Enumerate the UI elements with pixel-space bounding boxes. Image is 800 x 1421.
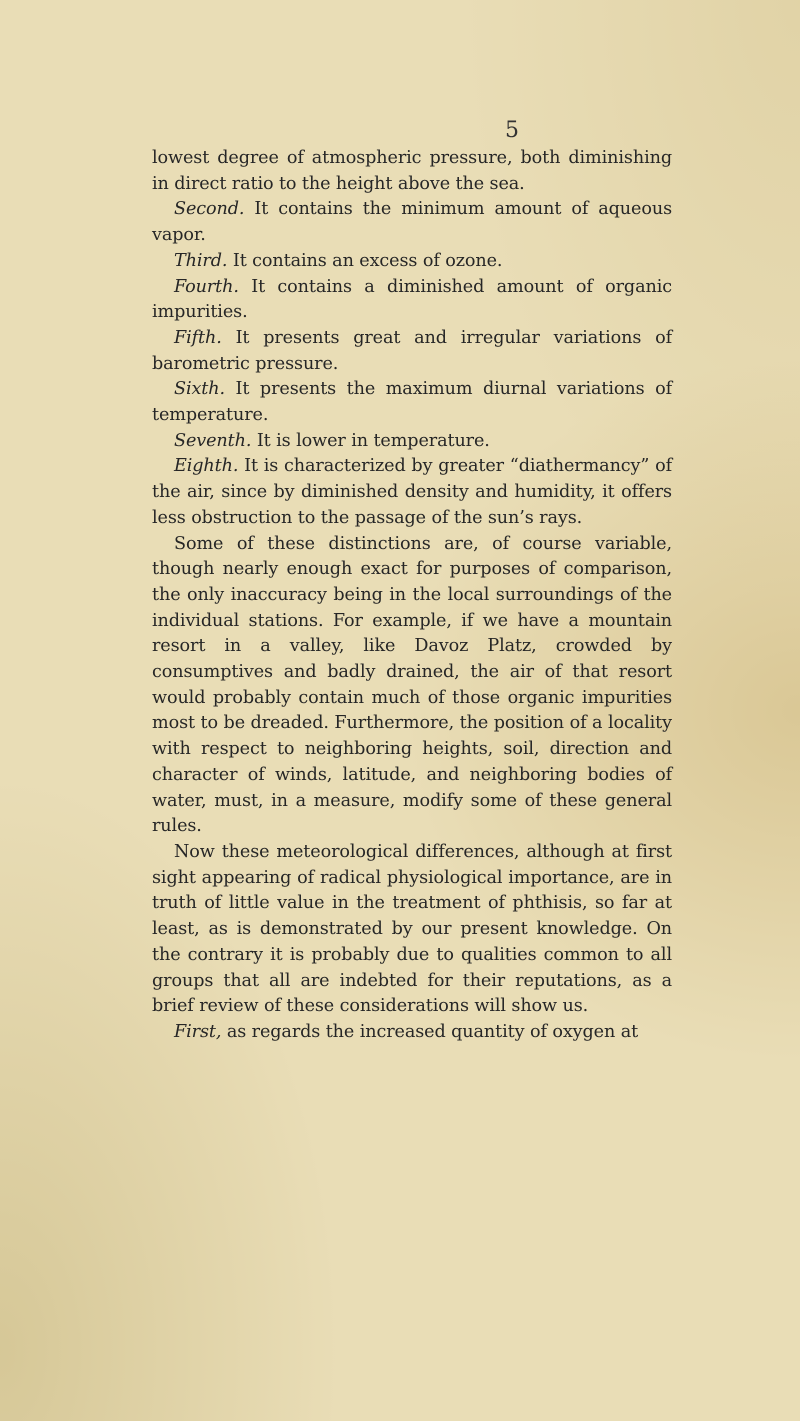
body-text: [152, 146, 672, 1046]
paragraph-lead: Fifth.: [174, 327, 222, 348]
paragraph: [152, 146, 672, 197]
paragraph-lead: Fourth.: [174, 276, 239, 297]
paragraph-text: It contains an excess of ozone.: [227, 250, 503, 271]
paragraph-text: It presents the maximum diurnal variations of temperature.: [152, 379, 672, 426]
paragraph-text: It contains the minimum amount of aqueous vapor.: [152, 199, 672, 246]
paragraph-text: as regards the increased quantity of oxygen at: [221, 1021, 639, 1042]
paragraph: [152, 377, 672, 428]
paragraph-text: It is lower in temperature.: [251, 430, 490, 451]
paragraph: [152, 454, 672, 531]
paragraph: [152, 326, 672, 377]
paragraph-text: It presents great and irregular variations of barometric pressure.: [152, 327, 672, 374]
paragraph: [152, 1020, 672, 1046]
paragraph: [152, 840, 672, 1020]
paragraph-lead: Third.: [174, 250, 228, 271]
paragraph: [152, 197, 672, 248]
paragraph-text: Now these meteorological differences, although at first sight appearing of radical physiological importance, are in truth of little value in the treatment of phthisis, so far at least, as is demonstrated by our present knowledge. On the contrary it is probably due to qualities common to all groups that all are indebted for their reputations, as a brief review of these considerations will show us.: [152, 841, 672, 1017]
paragraph: [152, 275, 672, 326]
paragraph-text: lowest degree of atmospheric pressure, both diminishing in direct ratio to the height above the sea.: [152, 148, 672, 194]
paragraph-text: It contains a diminished amount of organic impurities.: [152, 276, 672, 323]
paragraph-lead: Eighth.: [174, 456, 239, 477]
paragraph-lead: Seventh.: [174, 430, 252, 451]
paragraph-text: It is characterized by greater “diathermancy” of the air, since by diminished density and humidity, it offers less obstruction to the passage of the sun’s rays.: [152, 456, 672, 528]
paragraph-lead: Sixth.: [174, 379, 225, 400]
paragraph-text: Some of these distinctions are, of course variable, though nearly enough exact for purposes of comparison, the only inaccuracy being in the local surroundings of the individual stations. For example, if we have a mountain resort in a valley, like Davoz Platz, crowded by consumptives and badly drained, the air of that resort would probably contain much of those organic impurities most to be dreaded. Furthermore, the position of a locality with respect to neighboring heights, soil, direction and character of winds, latitude, and neighboring bodies of water, must, in a measure, modify some of these general rules.: [152, 533, 672, 837]
page-number: 5: [505, 118, 519, 143]
paragraph: [152, 532, 672, 840]
paragraph: [152, 249, 672, 275]
paragraph: [152, 429, 672, 455]
paragraph-lead: Second.: [174, 199, 245, 220]
paragraph-lead: First,: [174, 1021, 222, 1042]
